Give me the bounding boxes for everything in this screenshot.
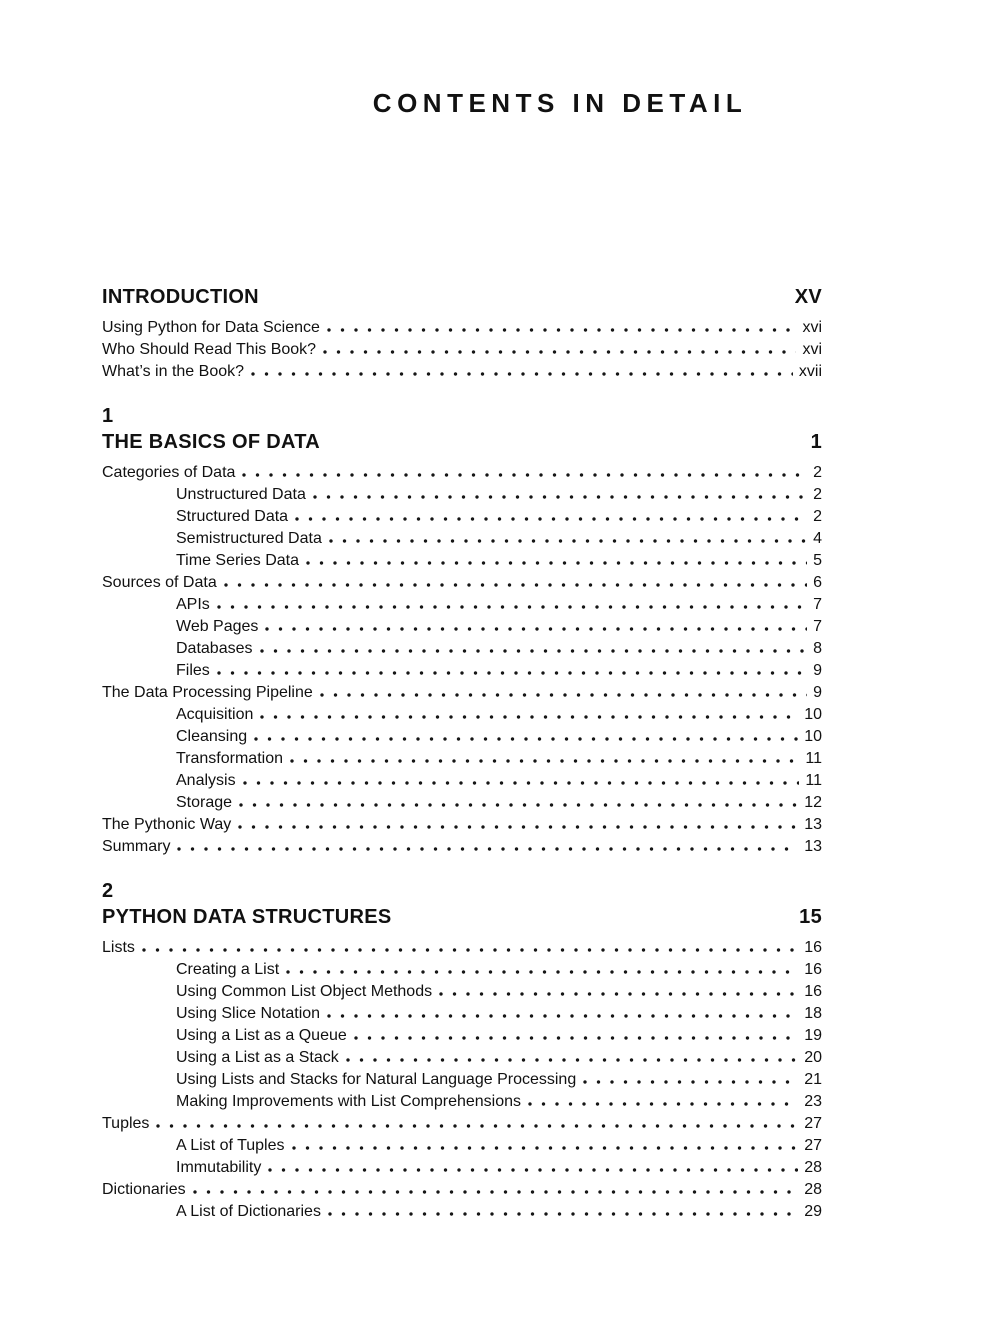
- toc-entry-page: 6: [813, 574, 822, 591]
- toc-entry[interactable]: [102, 361, 822, 383]
- toc-section: [102, 284, 822, 383]
- toc-entry[interactable]: [102, 1135, 822, 1157]
- dot-leader: [346, 1058, 798, 1062]
- dot-leader: [327, 328, 797, 332]
- dot-leader: [217, 671, 807, 675]
- dot-leader: [295, 517, 807, 521]
- toc-entry-page: 23: [804, 1093, 822, 1110]
- toc-entry[interactable]: [102, 981, 822, 1003]
- dot-leader: [354, 1036, 798, 1040]
- toc-entry-label: Using Lists and Stacks for Natural Language Processing: [176, 1071, 577, 1088]
- toc-entry-page: 2: [813, 486, 822, 503]
- dot-leader: [224, 583, 807, 587]
- toc-entry-page: xvi: [802, 319, 822, 336]
- toc-entry[interactable]: [102, 594, 822, 616]
- toc-entries: [102, 317, 822, 383]
- toc-entry-label: APIs: [176, 596, 210, 613]
- dot-leader: [323, 350, 796, 354]
- toc-entry-label: Transformation: [176, 750, 283, 767]
- toc-entry-page: 10: [804, 706, 822, 723]
- toc-entry-page: 16: [804, 983, 822, 1000]
- toc-entry-label: Analysis: [176, 772, 236, 789]
- toc-entry-label: Using a List as a Queue: [176, 1027, 347, 1044]
- toc-entry-page: 4: [813, 530, 822, 547]
- toc-entry-label: Creating a List: [176, 961, 280, 978]
- toc-entry-label: What’s in the Book?: [102, 363, 245, 380]
- dot-leader: [313, 495, 807, 499]
- dot-leader: [177, 847, 798, 851]
- toc-entry[interactable]: [102, 1091, 822, 1113]
- toc-entry-label: Time Series Data: [176, 552, 299, 569]
- toc-entry-label: Immutability: [176, 1159, 262, 1176]
- toc-entry[interactable]: [102, 836, 822, 858]
- toc-entry[interactable]: [102, 616, 822, 638]
- toc-entry[interactable]: [102, 1201, 822, 1223]
- toc-entry-label: Files: [176, 662, 210, 679]
- dot-leader: [290, 759, 799, 763]
- toc-entry-label: Lists: [102, 939, 135, 956]
- dot-leader: [286, 970, 798, 974]
- chapter-heading: [102, 904, 822, 930]
- chapter-heading: [102, 429, 822, 455]
- dot-leader: [439, 992, 798, 996]
- dot-leader: [528, 1102, 798, 1106]
- dot-leader: [265, 627, 807, 631]
- toc-entry-page: 8: [813, 640, 822, 657]
- toc-entry-label: A List of Tuples: [176, 1137, 285, 1154]
- toc-entry[interactable]: [102, 550, 822, 572]
- toc-entry-page: 5: [813, 552, 822, 569]
- toc-entry[interactable]: [102, 528, 822, 550]
- toc-entry-label: The Pythonic Way: [102, 816, 232, 833]
- dot-leader: [327, 1014, 798, 1018]
- toc-entry[interactable]: [102, 959, 822, 981]
- dot-leader: [260, 715, 798, 719]
- dot-leader: [251, 372, 793, 376]
- toc-entry[interactable]: [102, 792, 822, 814]
- dot-leader: [329, 539, 807, 543]
- dot-leader: [260, 649, 808, 653]
- toc-entry[interactable]: [102, 506, 822, 528]
- toc-entry[interactable]: [102, 317, 822, 339]
- chapter-heading: [102, 284, 822, 310]
- chapter-title: PYTHON DATA STRUCTURES: [102, 906, 392, 928]
- toc-entry[interactable]: [102, 1069, 822, 1091]
- toc-section: [102, 878, 822, 1223]
- toc-entry[interactable]: [102, 748, 822, 770]
- toc-entry-page: 27: [804, 1137, 822, 1154]
- toc-entries: [102, 937, 822, 1223]
- chapter-page-number: XV: [794, 286, 822, 308]
- chapter-number: 1: [102, 405, 114, 427]
- toc-entry[interactable]: [102, 1025, 822, 1047]
- toc-entry-page: 7: [813, 618, 822, 635]
- toc-entry[interactable]: [102, 726, 822, 748]
- toc-entry-page: 16: [804, 939, 822, 956]
- toc-entry[interactable]: [102, 1003, 822, 1025]
- toc-entry-label: Acquisition: [176, 706, 254, 723]
- toc-entry-label: Storage: [176, 794, 233, 811]
- toc-entry-page: 9: [813, 684, 822, 701]
- toc-entry[interactable]: [102, 339, 822, 361]
- toc-entry-label: Structured Data: [176, 508, 289, 525]
- toc-entry[interactable]: [102, 484, 822, 506]
- toc-entry-page: 28: [804, 1159, 822, 1176]
- toc-entry[interactable]: [102, 1113, 822, 1135]
- toc-entry[interactable]: [102, 937, 822, 959]
- toc-entry-page: 16: [804, 961, 822, 978]
- toc-entry[interactable]: [102, 638, 822, 660]
- toc-entry-page: 12: [804, 794, 822, 811]
- toc-entry-page: 11: [805, 772, 822, 789]
- toc-entry-page: 2: [813, 464, 822, 481]
- toc-entry[interactable]: [102, 682, 822, 704]
- dot-leader: [328, 1212, 798, 1216]
- toc-entry-page: 18: [804, 1005, 822, 1022]
- toc-entry[interactable]: [102, 1179, 822, 1201]
- toc-entry-page: 29: [804, 1203, 822, 1220]
- toc-entry-label: Unstructured Data: [176, 486, 306, 503]
- chapter-page-number: 15: [799, 906, 822, 928]
- toc-entry-page: 11: [805, 750, 822, 767]
- chapter-title: THE BASICS OF DATA: [102, 431, 320, 453]
- dot-leader: [320, 693, 807, 697]
- toc: [102, 284, 822, 1223]
- toc-entry-label: A List of Dictionaries: [176, 1203, 321, 1220]
- toc-entry[interactable]: [102, 1047, 822, 1069]
- dot-leader: [217, 605, 807, 609]
- toc-entry-page: 20: [804, 1049, 822, 1066]
- toc-entry-page: 10: [804, 728, 822, 745]
- chapter-title: INTRODUCTION: [102, 286, 259, 308]
- toc-entry[interactable]: [102, 770, 822, 792]
- toc-entry[interactable]: [102, 462, 822, 484]
- dot-leader: [583, 1080, 798, 1084]
- dot-leader: [156, 1124, 798, 1128]
- toc-entry-page: 9: [813, 662, 822, 679]
- chapter-number: 2: [102, 880, 114, 902]
- toc-entry-label: Categories of Data: [102, 464, 236, 481]
- toc-entry-page: 13: [804, 838, 822, 855]
- dot-leader: [292, 1146, 799, 1150]
- toc-entry-page: xvi: [802, 341, 822, 358]
- dot-leader: [239, 803, 798, 807]
- dot-leader: [242, 473, 807, 477]
- toc-entry-label: Cleansing: [176, 728, 248, 745]
- toc-entry-label: Making Improvements with List Comprehensions: [176, 1093, 522, 1110]
- dot-leader: [306, 561, 807, 565]
- toc-entry-label: Who Should Read This Book?: [102, 341, 317, 358]
- dot-leader: [243, 781, 800, 785]
- page-title: CONTENTS IN DETAIL: [372, 88, 748, 118]
- toc-entry-page: 2: [813, 508, 822, 525]
- toc-entry-label: Using a List as a Stack: [176, 1049, 339, 1066]
- dot-leader: [254, 737, 798, 741]
- dot-leader: [142, 948, 798, 952]
- toc-entry-label: Databases: [176, 640, 253, 657]
- toc-entry[interactable]: [102, 814, 822, 836]
- toc-entry-label: Summary: [102, 838, 171, 855]
- toc-entry[interactable]: [102, 1157, 822, 1179]
- toc-entry-page: xvii: [798, 363, 822, 380]
- toc-entry-page: 27: [804, 1115, 822, 1132]
- toc-entry-label: Web Pages: [176, 618, 259, 635]
- toc-entry-label: Semistructured Data: [176, 530, 322, 547]
- toc-entry-page: 19: [804, 1027, 822, 1044]
- dot-leader: [268, 1168, 798, 1172]
- toc-entry-page: 7: [813, 596, 822, 613]
- toc-entry-label: Using Slice Notation: [176, 1005, 321, 1022]
- toc-entry-label: Using Common List Object Methods: [176, 983, 433, 1000]
- toc-entry[interactable]: [102, 704, 822, 726]
- dot-leader: [193, 1190, 799, 1194]
- dot-leader: [238, 825, 798, 829]
- toc-entry-label: Using Python for Data Science: [102, 319, 320, 336]
- toc-entry[interactable]: [102, 572, 822, 594]
- toc-entry-label: Sources of Data: [102, 574, 217, 591]
- toc-entry-page: 21: [804, 1071, 822, 1088]
- toc-entry-label: Tuples: [102, 1115, 150, 1132]
- toc-entry-label: The Data Processing Pipeline: [102, 684, 313, 701]
- toc-entry[interactable]: [102, 660, 822, 682]
- toc-entries: [102, 462, 822, 858]
- toc-entry-label: Dictionaries: [102, 1181, 186, 1198]
- chapter-page-number: 1: [810, 431, 822, 453]
- toc-section: [102, 403, 822, 858]
- toc-entry-page: 13: [804, 816, 822, 833]
- toc-entry-page: 28: [804, 1181, 822, 1198]
